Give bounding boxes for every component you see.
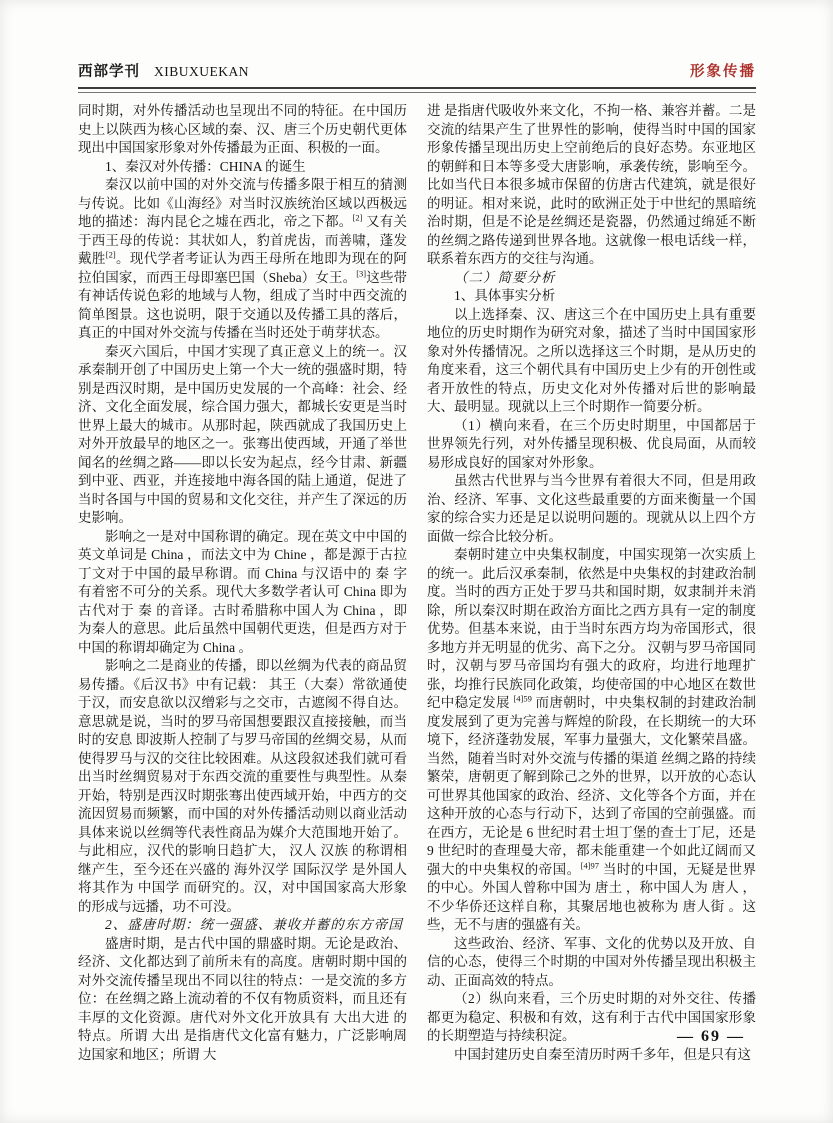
para-horizontal-view (427, 417, 756, 473)
para-comprehensive-compare (427, 472, 756, 546)
text-run: 中国封建历史自秦至清历时两千多年，但是只有这 (454, 1046, 751, 1062)
text-run: （二）简要分析 (454, 269, 556, 285)
para-qin-han-tang-politics (427, 546, 756, 935)
text-run: 同时期，对外传播活动也呈现出不同的特征。在中国历史上以陕西为核心区域的秦、汉、唐三个历史朝代更体现出中国国家形象对外传播最为正面、积极的一面。 (78, 103, 407, 155)
page-number: — 69 — (677, 1028, 745, 1045)
header-rule (78, 87, 756, 93)
section-label: 形象传播 (690, 64, 756, 80)
text-run: （1）横向来看，在三个历史时期里，中国都居于世界领先行列，对外传播呈现积极、优良局面，从而较易形成良好的国家对外形象。 (427, 417, 756, 470)
para-tang-intro (78, 935, 407, 1065)
page-header (78, 62, 756, 82)
journal-pinyin: XIBUXUEKAN (154, 64, 249, 79)
para-impact-trade-silk (78, 657, 407, 916)
text-run: 1、秦汉对外传播：CHINA 的诞生 (105, 158, 306, 174)
para-selection-reason (427, 306, 756, 417)
text-run: 而唐朝时，中央集权制的封建政治制度发展到了更为完善与辉煌的阶段，在长期统一的大环境下，经济蓬勃发展，军事力量强大，文化繁荣昌盛。当然，随着当时对外交流与传播的渠道 丝绸之路的持续繁荣，唐朝更了解到除己之外的世界，以开放的心态认可世界其他国家的政治、经济、文化等各个方面，并在这种开放的心态与行动下，达到了帝国的空前强盛。而 在西方，无论是 6 世纪时君士坦丁堡的查士丁尼，还是 9 世纪时的查理曼大帝，都未能重建一个如此辽阔而又强大的中央集权的帝国。 (427, 695, 756, 877)
text-run: 影响之一是对中国称谓的确定。现在英文中中国的英文单词是 China ，而法文中为 Chine ，都是源于古拉丁文对于中国的最早称谓。而 China 与汉语中的 秦 字有着密不可分的关系。现代大多数学者认可 China 即为古代对于 秦 的音译。古时希腊称中国人为 China ，即为秦人的意思。此后虽然中国朝代更迭，但是西方对于中国的称谓却确定为 China 。 (78, 528, 407, 655)
journal-title: 西部学刊 (78, 64, 140, 80)
text-run: 1、具体事实分析 (454, 288, 556, 303)
citation-ref: [4]59 (513, 693, 532, 704)
para-feudal-history (427, 1046, 756, 1065)
citation-ref: [3] (356, 268, 367, 278)
text-run: 秦朝时建立中央集权制度，中国实现第一次实质上的统一。此后汉承秦制，依然是中央集权的封建政治制度。当时的西方正处于罗马共和国时期，奴隶制并未消除，所以秦汉时期在政治方面比之西方具有一定的制度优势。但基本来说，由于当时东西方均为帝国形式，很多地方并无明显的优劣、高下之分。 汉朝与罗马帝国同时，汉朝与罗马帝国均有强大的政府，均进行地理扩张，均推行民族同化政策，均使帝国的中心地区在数世纪中稳定发展 (427, 547, 756, 710)
para-qinhan-legends (78, 176, 407, 343)
text-run: 以上选择秦、汉、唐这三个在中国历史上具有重要地位的历史时期作为研究对象，描述了当时中国国家形象对外传播情况。之所以选择这三个时期，是从历史的角度来看，这三个朝代具有中国历史上少有的开创性或者开放性的特点，历史文化对外传播对后世的影响最大、最明显。现就以上三个时期作一简要分析。 (427, 306, 756, 414)
text-columns (78, 102, 756, 1064)
citation-ref: [4]97 (580, 860, 600, 870)
text-run: 这些带有神话传说色彩的地域与人物，组成了当时中西交流的简单图景。这也说明，限于交通以及传播工具的落后，真正的中国对外交流与传播在当时还处于萌芽状态。 (78, 269, 407, 340)
text-run: 这些政治、经济、军事、文化的优势以及开放、自信的心态，使得三个时期的中国对外传播呈现出积极主动、正面高效的特点。 (427, 935, 756, 988)
right-column (427, 102, 756, 1064)
para-impact-naming-china (78, 528, 407, 658)
text-run: 进 是指唐代吸收外来文化，不拘一格、兼容并蓄。二是交流的结果产生了世界性的影响，使得当时中国的国家形象传播呈现出历史上空前绝后的良好态势。东亚地区的朝鲜和日本等多受大唐影响，承袭传统，影响至今。比如当代日本很多城市保留的仿唐古代建筑，就是很好的明证。相对来说，此时的欧洲正处于中世纪的黑暗统治时期，但是不论是丝绸还是瓷器，仍然通过绵延不断的丝绸之路传递到世界各地。这就像一根电话线一样，联系着东西方的交往与沟通。 (427, 103, 756, 266)
heading-tang-empire (78, 916, 407, 935)
text-run: 影响之二是商业的传播，即以丝绸为代表的商品贸易传播。《后汉书》中有记载： 其王（大秦）常欲通使于汉，而安息欲以汉缯彩与之交市，古遮阂不得自达。 意思就是说，当时的罗马帝国想要跟汉直接接触，而当时的安息 即波斯人控制了与罗马帝国的丝绸交易，从而使得罗马与汉的交往比较困难。从这段叙述我们就可看出当时丝绸贸易对于东西交流的重要性与典型性。从秦开始，特别是西汉时期张骞出使西域开始，中西方的交流因贸易而频繁，而中国的对外传播活动则以商业活动 具体来说以丝绸等代表性商品为媒介大范围地开始了。与此相应，汉代的影响日趋扩大， 汉人 汉族 的称谓相继产生，至今还在兴盛的 海外汉学 国际汉学 是外国人将其作为 中国学 而研究的。汉，对中国国家高大形象的形成与远播，功不可没。 (78, 658, 407, 914)
para-qin-unification-silkroad (78, 343, 407, 528)
text-run: 秦汉以前中国的对外交流与传播多限于相互的猜测与传说。比如《山海经》对当时汉族统治区域以西极远地的描述：海内昆仑之墟在西北，帝之下都。 (78, 177, 407, 229)
left-column (78, 102, 407, 1064)
citation-ref: [2] (105, 249, 116, 260)
text-run: 。现代学者考证认为西王母所在地即为现在的阿拉伯国家，而西王母即塞巴国（Sheba）女王。 (78, 251, 408, 285)
text-run: 盛唐时期，是古代中国的鼎盛时期。无论是政治、经济、文化都达到了前所未有的高度。唐朝时期中国的对外交流传播呈现出不同以往的特点：一是交流的多方位：在丝绸之路上流动着的不仅有物质资料，而且还有丰厚的文化资源。唐代对外文化开放具有 大出大进 的特点。所谓 大出 是指唐代文化富有魅力，广泛影响周边国家和地区；所谓 大 (78, 935, 407, 1062)
para-intro-continuation (78, 102, 407, 158)
heading-brief-analysis (427, 269, 756, 288)
para-advantages-summary (427, 935, 756, 991)
text-run: 秦灭六国后，中国才实现了真正意义上的统一。汉承秦制开创了中国历史上第一个大一统的强盛时期，特别是西汉时期，是中国历史发展的一个高峰：社会、经济、文化全面发展，综合国力强大，都城长安更是当时世界上最大的城市。从那时起，陕西就成了我国历史上对外开放最早的地区之一。张骞出使西域，开通了举世闻名的丝绸之路——即以长安为起点，经今甘肃、新疆到中亚、西亚，并连接地中海各国的陆上通道，促进了当时各国与中国的贸易和文化交往，并产生了深远的历史影响。 (78, 343, 407, 525)
text-run: （2）纵向来看，三个历史时期的对外交往、传播都更为稳定、积极和有效，这有利于古代中国国家形象的长期塑造与持续积淀。 (427, 991, 756, 1043)
citation-ref: [2] (352, 212, 363, 223)
content-area (78, 62, 756, 1064)
header-left (78, 62, 249, 82)
text-run: 又有关于西王母的传说：其状如人，豹首虎齿，而善啸，蓬发戴胜 (78, 214, 408, 266)
text-run: 2、盛唐时期：统一强盛、兼收并蓄的东方帝国 (105, 917, 403, 932)
heading-fact-analysis (427, 287, 756, 306)
heading-qinhan-china (78, 158, 407, 177)
text-run: 当时的中国，无疑是世界的中心。外国人曾称中国为 唐土 ，称中国人为 唐人 ，不少华侨还这样自称，其聚居地也被称为 唐人街 。这些，无不与唐的强盛有关。 (427, 861, 757, 932)
text-run: 虽然古代世界与当今世界有着很大不同，但是用政治、经济、军事、文化这些最重要的方面来衡量一个国家的综合实力还是足以说明问题的。现就从以上四个方面做一综合比较分析。 (427, 473, 756, 544)
para-tang-continuation (427, 102, 756, 269)
